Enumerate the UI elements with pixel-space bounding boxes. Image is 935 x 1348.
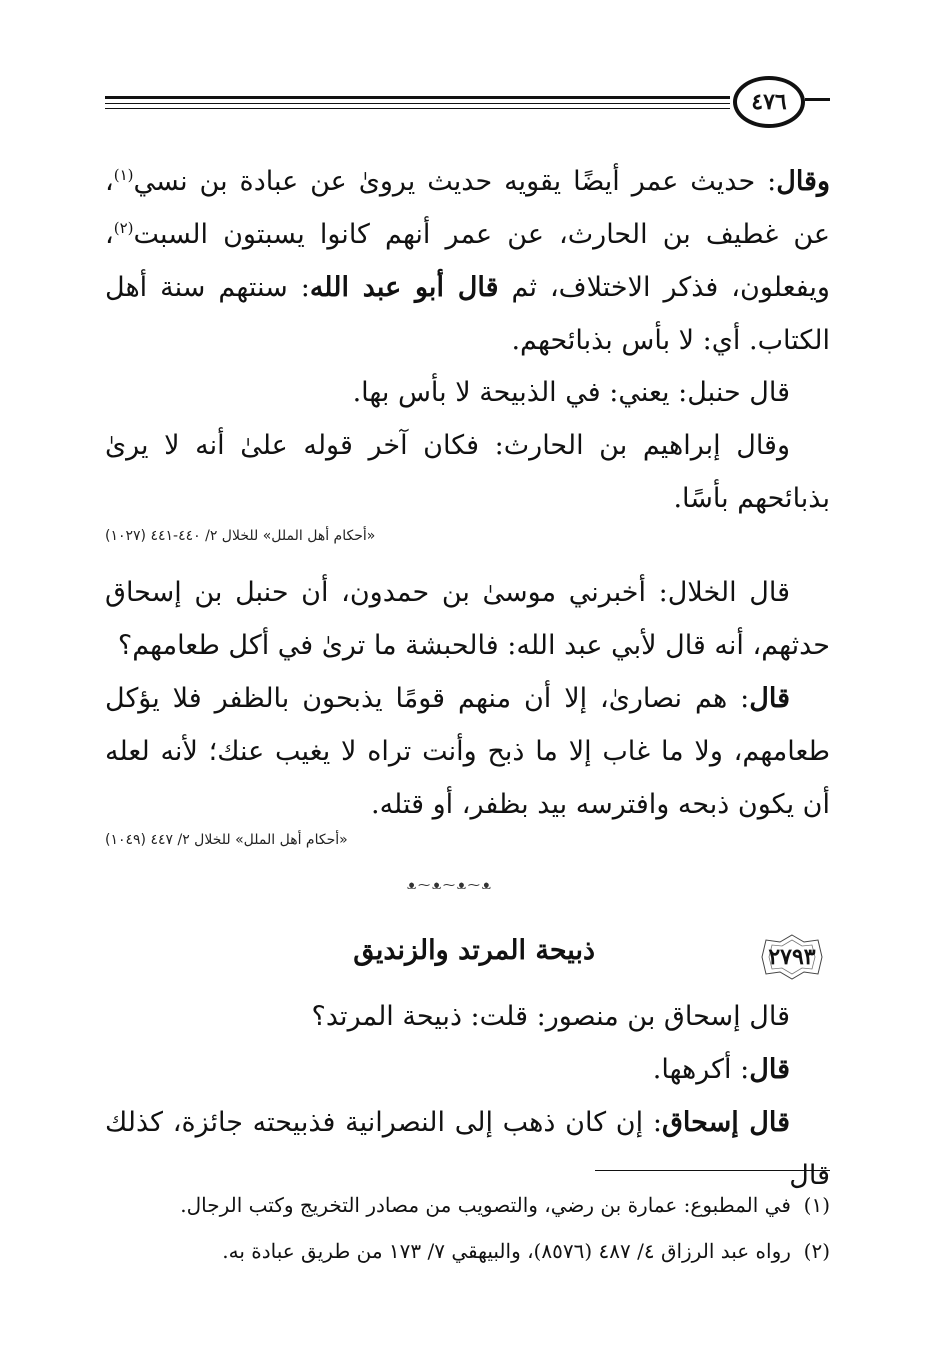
paragraph-text: : هم نصارىٰ، إلا أن منهم قومًا يذبحون بالظفر فلا يؤكل طعامهم، ولا ما غاب إلا ما ذبح وأنت تراه لا يغيب عنك؛ لأنه لعله أن يكون ذبحه وافترسه بيد بظفر، أو قتله. [105, 683, 830, 820]
footnote [105, 1236, 830, 1266]
section-number: ٢٧٩٣ [752, 932, 832, 982]
paragraph [105, 155, 830, 367]
footnote-text: في المطبوع: عمارة بن رضي، والتصويب من مصادر التخريج وكتب الرجال. [180, 1193, 791, 1217]
paragraph: قال الخلال: أخبرني موسىٰ بن حمدون، أن حنبل بن إسحاق حدثهم، أنه قال لأبي عبد الله: فالحبشة ما ترىٰ في أكل طعامهم؟ [105, 577, 830, 661]
footnote-marker: (١) [803, 1193, 830, 1217]
paragraph: قال إسحاق بن منصور: قلت: ذبيحة المرتد؟ [311, 1001, 790, 1032]
header-rule [105, 103, 730, 104]
paragraph-text: : إن كان ذهب إلى النصرانية فذبيحته جائزة، كذلك قال [105, 1107, 830, 1191]
paragraph-text: ، ويفعلون، فذكر الاختلاف، ثم [105, 219, 830, 303]
page-number: ٤٧٦ [733, 76, 805, 128]
speaker-label: قال [749, 683, 790, 714]
paragraph: قال حنبل: يعني: في الذبيحة لا بأس بها. [352, 377, 790, 408]
header-rule [105, 96, 730, 99]
paragraph: وقال إبراهيم بن الحارث: فكان آخر قوله علىٰ أنه لا يرىٰ بذبائحهم بأسًا. [105, 430, 830, 514]
section-title: ذبيحة المرتد والزنديق [353, 935, 595, 966]
section-ornament: ᴥ⁓ᴥ⁓ᴥ⁓ᴥ [407, 878, 493, 892]
header-rule [805, 98, 830, 101]
source-citation: «أحكام أهل الملل» للخلال ٢/ ٤٤٧ (١٠٤٩) [105, 832, 348, 848]
paragraph-text: : سنتهم سنة أهل الكتاب. أي: لا بأس بذبائحهم. [105, 272, 830, 356]
footnote-marker: (٢) [803, 1239, 830, 1263]
paragraph-text: : حديث عمر أيضًا يقويه حديث يروىٰ عن عبادة بن نسي [133, 166, 777, 197]
paragraph-text: ، عن غطيف بن الحارث، عن عمر أنهم كانوا يسبتون السبت [105, 166, 830, 250]
footnote-ref: (١) [113, 166, 134, 184]
speaker-label: قال [749, 1054, 790, 1085]
header-rule [105, 108, 730, 109]
footnote-text: رواه عبد الرزاق ٤/ ٤٨٧ (٨٥٧٦)، والبيهقي ٧/ ١٧٣ من طريق عبادة به. [222, 1239, 791, 1263]
speaker-label: قال إسحاق [661, 1107, 790, 1138]
speaker-label: قال أبو عبد الله [309, 272, 499, 303]
footnote-separator [595, 1170, 830, 1171]
speaker-label: وقال [776, 166, 830, 197]
source-citation: «أحكام أهل الملل» للخلال ٢/ ٤٤٠-٤٤١ (١٠٢٧) [105, 528, 376, 544]
paragraph [105, 1043, 830, 1096]
footnote-ref: (٢) [113, 219, 134, 237]
paragraph [105, 672, 830, 831]
footnote [105, 1190, 830, 1220]
paragraph [105, 1096, 830, 1202]
page-header [105, 72, 830, 132]
paragraph-text: : أكرهها. [652, 1054, 750, 1085]
